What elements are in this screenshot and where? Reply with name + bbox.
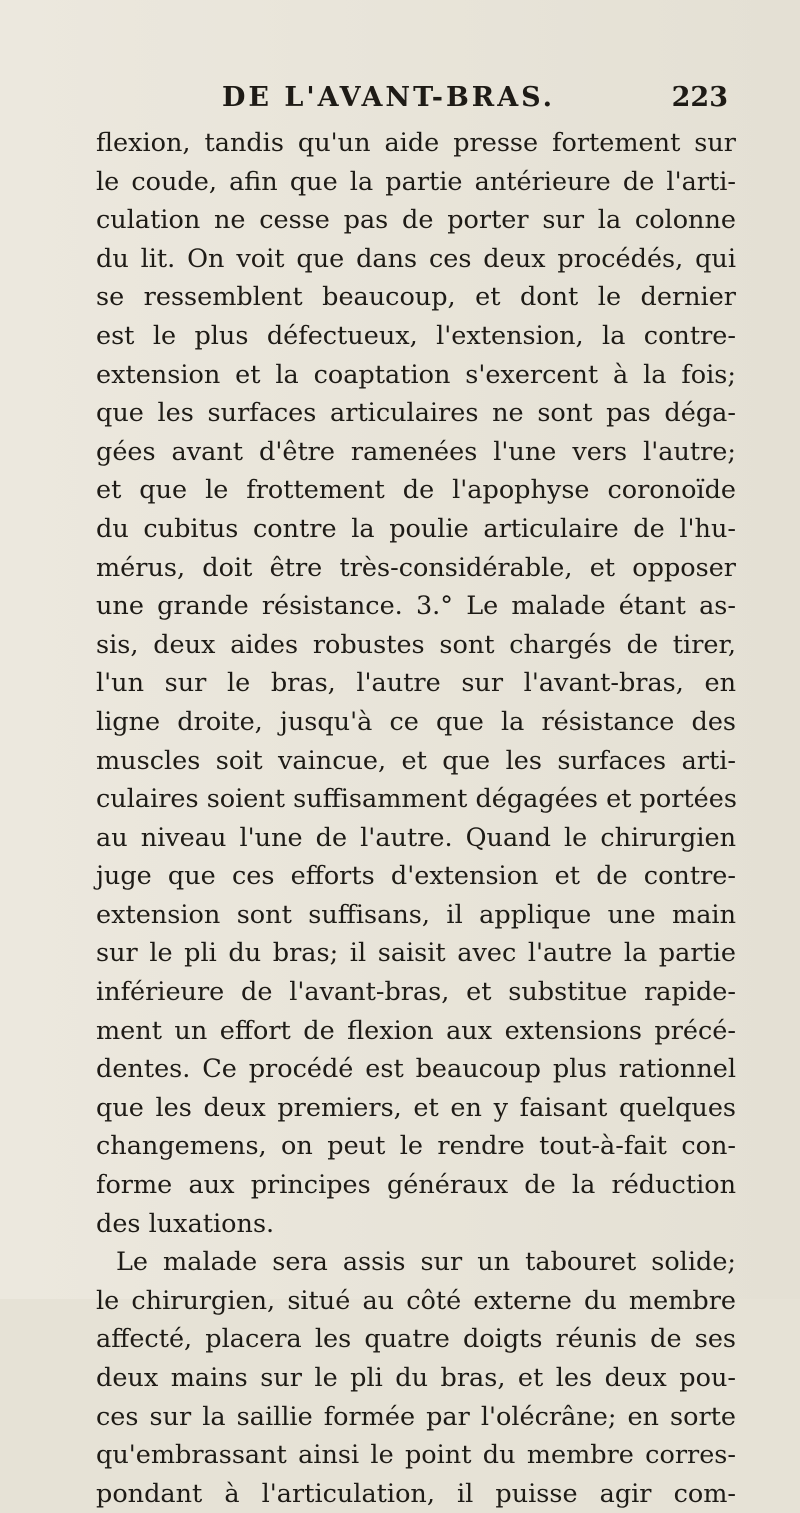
text-line: flexion, tandis qu'un aide presse fortement sur (96, 128, 736, 158)
text-line: est le plus défectueux, l'extension, la contre- (96, 320, 736, 351)
text-line: du cubitus contre la poulie articulaire de l'hu- (96, 513, 736, 544)
text-line: pondant à l'articulation, il puisse agir com- (96, 1478, 736, 1509)
text-line: des luxations. (96, 1208, 275, 1239)
text-line: extension sont suffisans, il applique une main (96, 899, 736, 930)
page-number: 223 (671, 82, 728, 113)
text-line: culaires soient suffisamment dégagées et portées (96, 784, 737, 815)
text-line: le chirurgien, situé au côté externe du membre (96, 1285, 736, 1316)
text-line: ment un effort de flexion aux extensions précé- (96, 1015, 736, 1046)
text-line: ces sur la saillie formée par l'olécrâne; en sorte (96, 1401, 736, 1432)
text-line: forme aux principes généraux de la réduction (96, 1170, 736, 1201)
text-line: ligne droite, jusqu'à ce que la résistance des (96, 706, 736, 737)
page-header (0, 82, 800, 122)
text-line: inférieure de l'avant-bras, et substitue rapide- (96, 977, 736, 1008)
text-line: sis, deux aides robustes sont chargés de tirer, (96, 629, 736, 660)
text-line: que les deux premiers, et en y faisant quelques (96, 1092, 736, 1123)
text-line: gées avant d'être ramenées l'une vers l'autre; (96, 436, 736, 467)
text-line: muscles soit vaincue, et que les surfaces arti- (96, 745, 736, 776)
text-line: extension et la coaptation s'exercent à la fois; (96, 359, 736, 390)
text-line: au niveau l'une de l'autre. Quand le chirurgien (96, 822, 736, 853)
text-line: l'un sur le bras, l'autre sur l'avant-bras, en (96, 668, 736, 699)
text-line: affecté, placera les quatre doigts réunis de ses (96, 1324, 736, 1355)
text-line: du lit. On voit que dans ces deux procédés, qui (96, 243, 736, 274)
text-line: sur le pli du bras; il saisit avec l'autre la partie (96, 938, 736, 969)
text-line: Le malade sera assis sur un tabouret solide; (116, 1247, 736, 1278)
running-head: DE L'AVANT-BRAS. (222, 82, 556, 113)
text-line: se ressemblent beaucoup, et dont le dernier (96, 282, 736, 313)
body-text (96, 124, 736, 1513)
text-line: le coude, afin que la partie antérieure de l'arti- (96, 166, 736, 197)
text-line: dentes. Ce procédé est beaucoup plus rationnel (96, 1054, 736, 1085)
text-line: mérus, doit être très-considérable, et opposer (96, 552, 736, 583)
text-line: culation ne cesse pas de porter sur la colonne (96, 205, 736, 236)
text-line: changemens, on peut le rendre tout-à-fait con- (96, 1131, 736, 1162)
text-line: que les surfaces articulaires ne sont pas déga- (96, 398, 736, 429)
text-line: juge que ces efforts d'extension et de contre- (96, 861, 736, 892)
text-line: une grande résistance. 3.° Le malade étant as- (96, 591, 736, 622)
text-line: et que le frottement de l'apophyse coronoïde (96, 475, 736, 506)
text-line: deux mains sur le pli du bras, et les deux pou- (96, 1363, 736, 1393)
text-line: qu'embrassant ainsi le point du membre corres- (96, 1440, 736, 1471)
